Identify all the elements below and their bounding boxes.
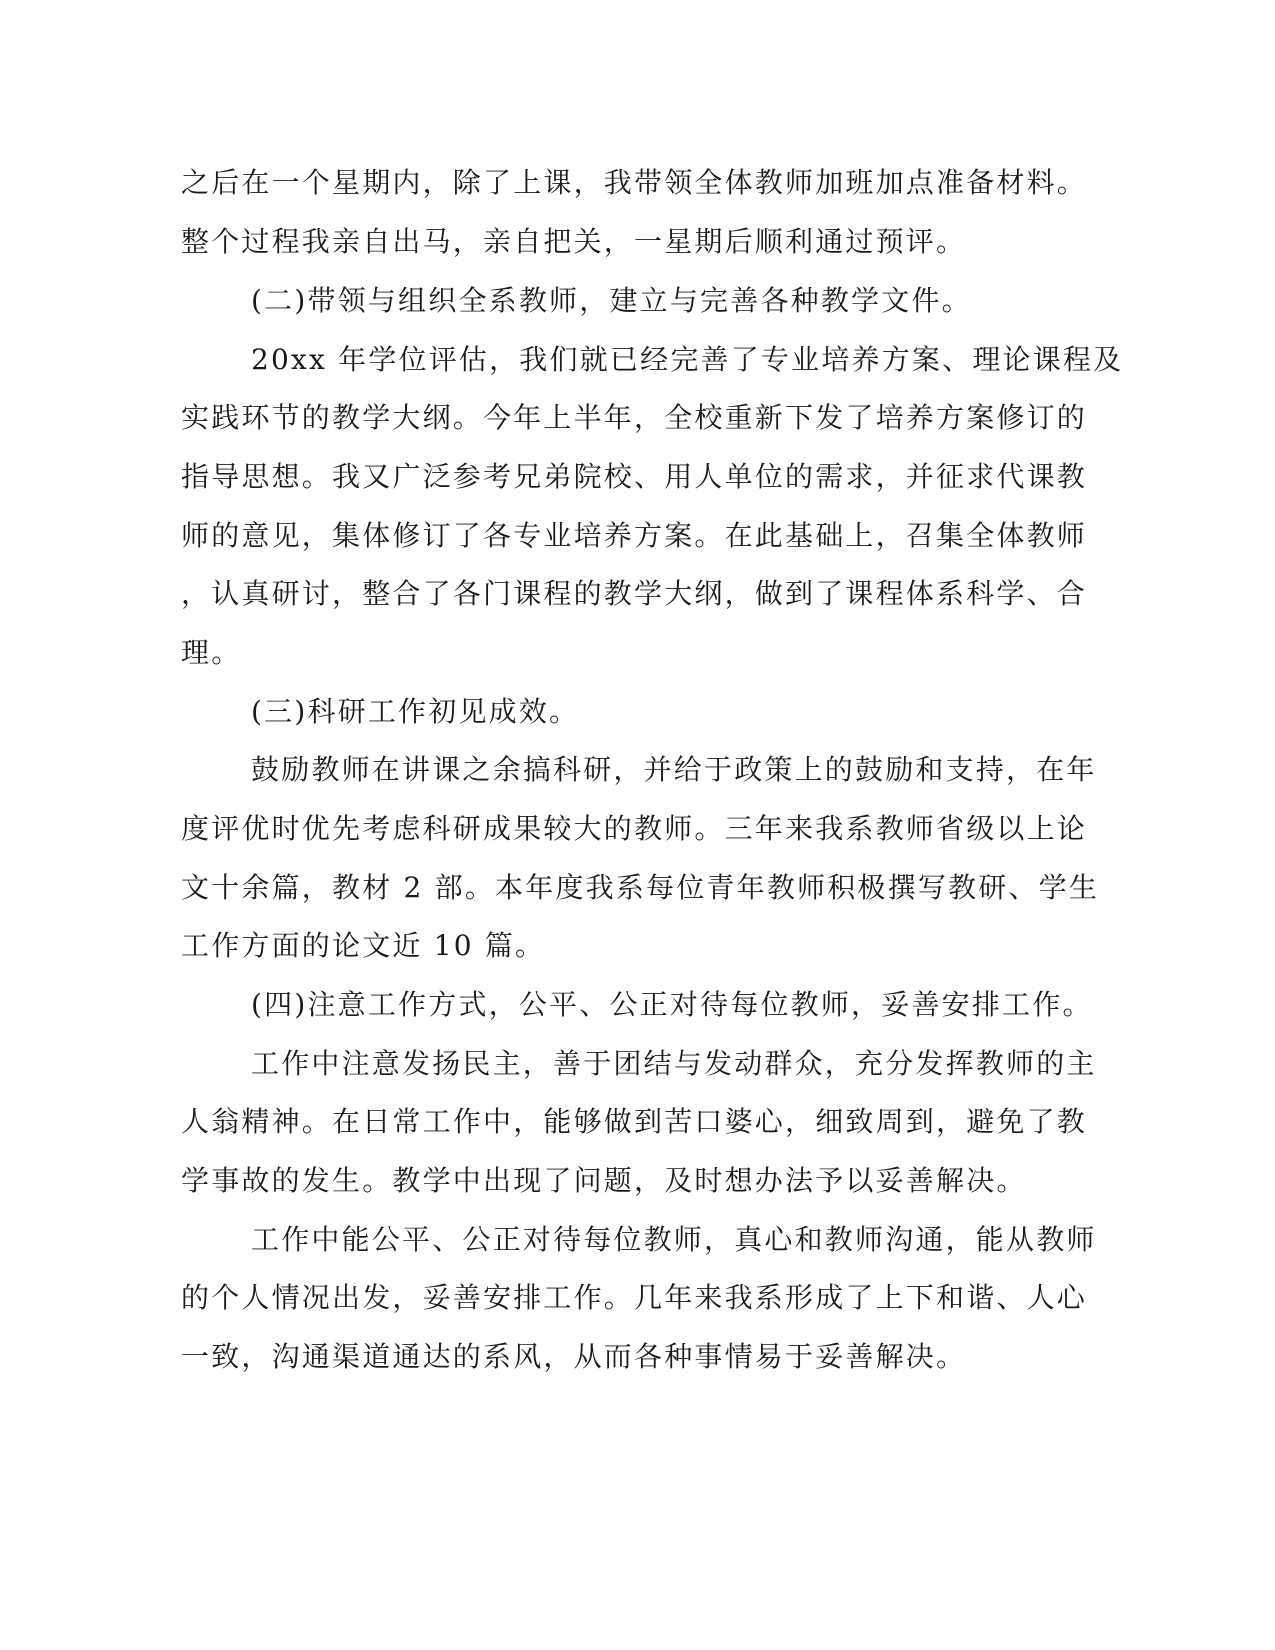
text-line: 一致，沟通渠道通达的系风，从而各种事情易于妥善解决。	[181, 1340, 967, 1373]
text-line: 的个人情况出发，妥善安排工作。几年来我系形成了上下和谐、人心	[181, 1281, 1088, 1314]
text-line: 文十余篇，教材 2 部。本年度我系每位青年教师积极撰写教研、学生	[181, 871, 1100, 904]
section-heading-3: (三)科研工作初见成效。	[251, 695, 580, 728]
text-line: 20xx 年学位评估，我们就已经完善了专业培养方案、理论课程及	[251, 343, 1124, 376]
text-line: 学事故的发生。教学中出现了问题，及时想办法予以妥善解决。	[181, 1164, 1027, 1197]
text-line: ，认真研讨，整合了各门课程的教学大纲，做到了课程体系科学、合	[181, 577, 1088, 610]
text-line: 工作中注意发扬民主，善于团结与发动群众，充分发挥教师的主	[251, 1047, 1097, 1080]
text-line: 理。	[181, 636, 242, 669]
text-line: 人翁精神。在日常工作中，能够做到苦口婆心，细致周到，避免了教	[181, 1105, 1088, 1138]
text-line: 工作中能公平、公正对待每位教师，真心和教师沟通，能从教师	[251, 1223, 1097, 1256]
text-line: 鼓励教师在讲课之余搞科研，并给于政策上的鼓励和支持，在年	[251, 753, 1097, 786]
text-line: 实践环节的教学大纲。今年上半年，全校重新下发了培养方案修订的	[181, 401, 1088, 434]
text-line: 整个过程我亲自出马，亲自把关，一星期后顺利通过预评。	[181, 225, 967, 258]
text-line: 师的意见，集体修订了各专业培养方案。在此基础上，召集全体教师	[181, 519, 1088, 552]
text-line: 度评优时优先考虑科研成果较大的教师。三年来我系教师省级以上论	[181, 812, 1088, 845]
section-heading-4: (四)注意工作方式，公平、公正对待每位教师，妥善安排工作。	[251, 988, 1093, 1021]
text-line: 之后在一个星期内，除了上课，我带领全体教师加班加点准备材料。	[181, 166, 1088, 199]
section-heading-2: (二)带领与组织全系教师，建立与完善各种教学文件。	[251, 284, 972, 317]
text-line: 指导思想。我又广泛参考兄弟院校、用人单位的需求，并征求代课教	[181, 460, 1088, 493]
text-line: 工作方面的论文近 10 篇。	[181, 929, 546, 962]
